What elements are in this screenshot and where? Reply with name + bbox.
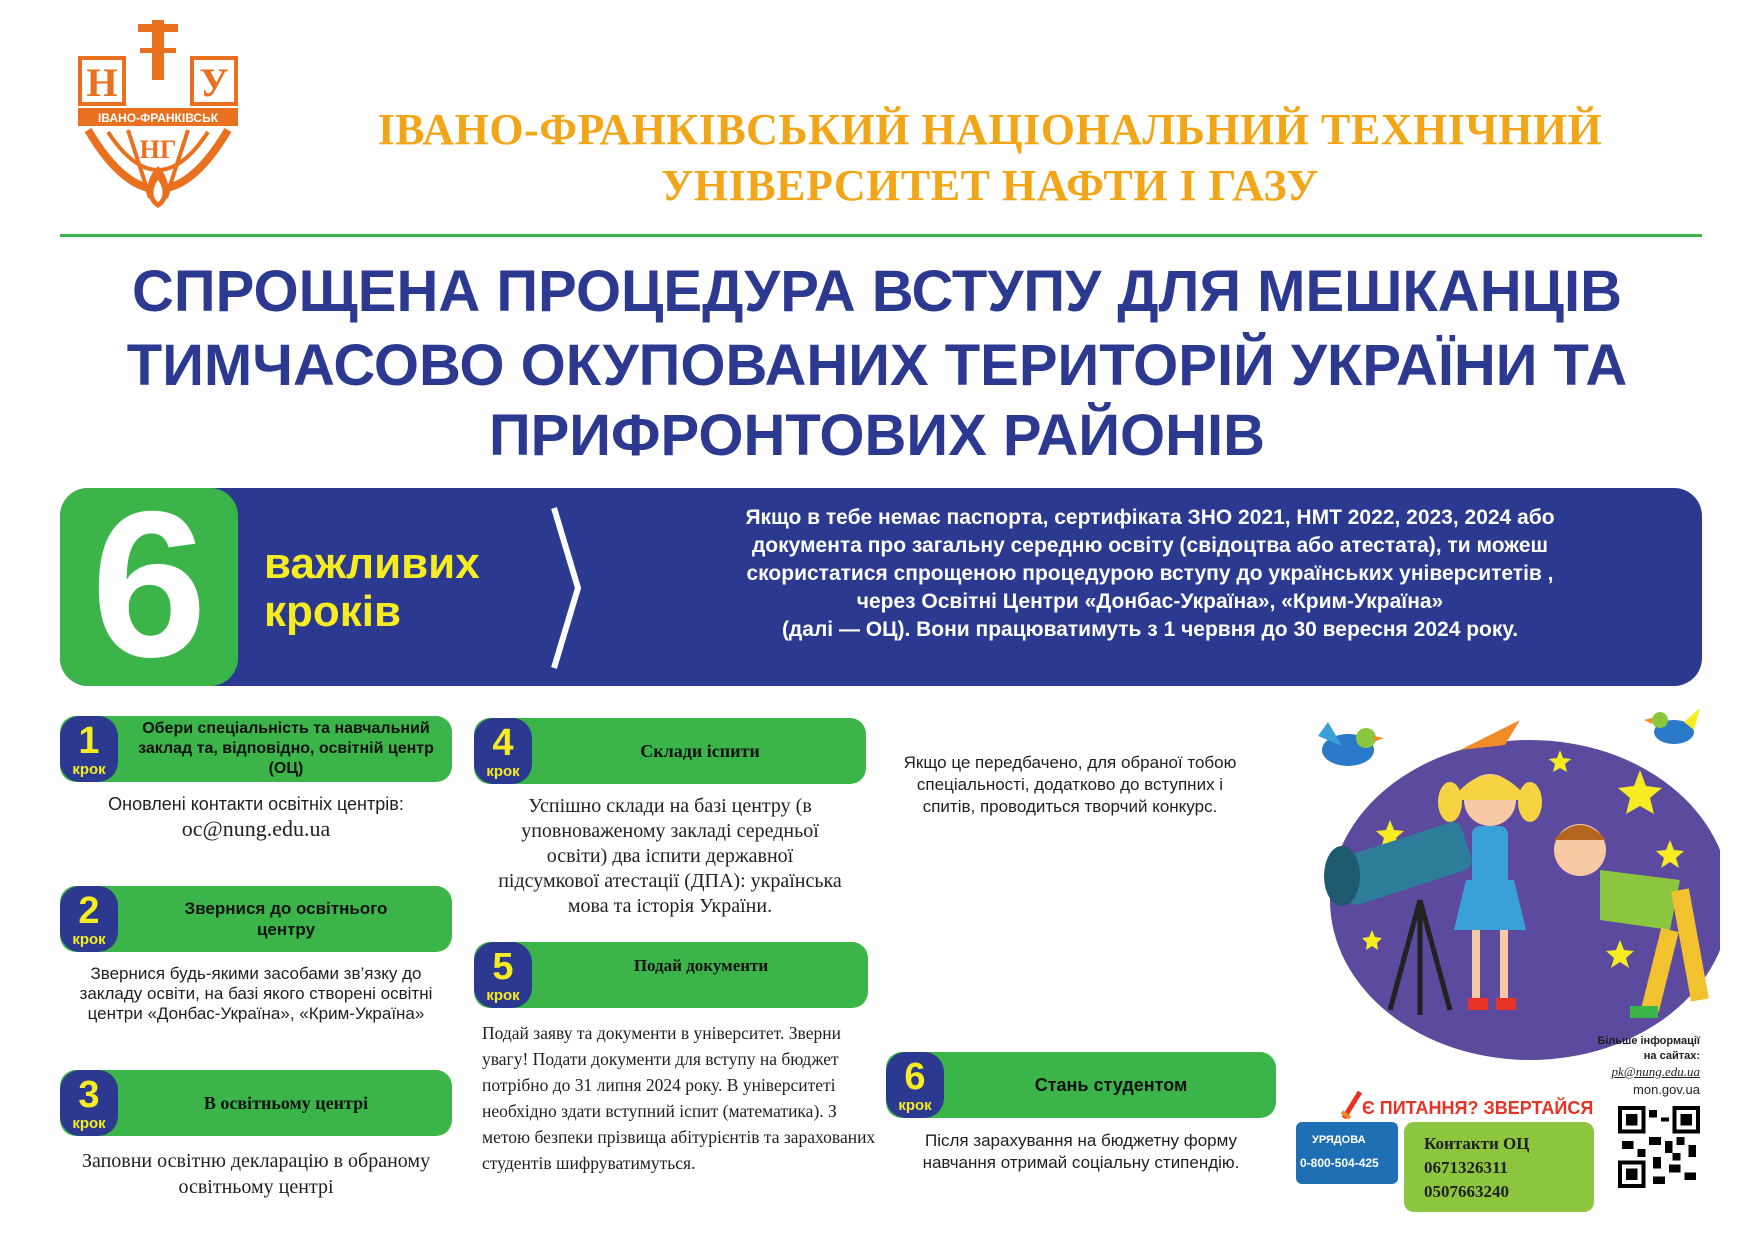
- chevron-right-icon: [548, 504, 584, 672]
- question-heading: Є ПИТАННЯ? ЗВЕРТАЙСЯ: [1362, 1098, 1594, 1118]
- logo-letters-ng: НГ: [139, 135, 177, 164]
- step-1-badge: 1 крок: [60, 716, 118, 782]
- step-4-title: Склади іспити: [640, 740, 760, 761]
- logo-city: ІВАНО-ФРАНКІВСЬК: [97, 111, 219, 125]
- step-1-email[interactable]: oc@nung.edu.ua: [181, 816, 331, 841]
- more-info-label: Більше інформації на сайтах:: [1597, 1035, 1700, 1062]
- header-divider: [60, 234, 1702, 237]
- main-title-line2: ТИМЧАСОВО ОКУПОВАНИХ ТЕРИТОРІЙ УКРАЇНИ ТА: [126, 333, 1628, 398]
- step-5-title: Подай документи: [633, 956, 769, 975]
- university-name-line1: ІВАНО-ФРАНКІВСЬКИЙ НАЦІОНАЛЬНИЙ ТЕХНІЧНИЙ: [377, 105, 1603, 154]
- logo-letter-n: Н: [86, 60, 118, 105]
- step-1-body: Оновлені контакти освітніх центрів:: [108, 794, 404, 814]
- step-2-body: Звернися будь-якими засобами зв’язку до закладу освіти, на базі якого створені освітні центри «Донбас-Україна», «Крим-Україна»: [79, 964, 433, 1023]
- admission-email-link[interactable]: pk@nung.edu.ua: [1611, 1064, 1700, 1079]
- contacts-title: Контакти ОЦ: [1424, 1134, 1530, 1153]
- education-center-contacts: [1404, 1122, 1594, 1212]
- contact-phone-1[interactable]: 0671326311: [1424, 1158, 1509, 1177]
- logo-letter-u: У: [199, 60, 229, 105]
- bird-left-icon: [1308, 716, 1388, 776]
- contact-phone-2[interactable]: 0507663240: [1424, 1182, 1509, 1201]
- main-title-line3: ПРИФРОНТОВИХ РАЙОНІВ: [488, 403, 1266, 468]
- qr-code-icon[interactable]: [1618, 1106, 1700, 1188]
- hotline-label: УРЯДОВА: [1312, 1134, 1366, 1146]
- creative-contest-note: Якщо це передбачено, для обраної тобою спеціальності, додатково до вступних і спитів, проводиться творчий конкурс.: [903, 753, 1237, 816]
- step-6-body: Після зарахування на бюджетну форму навчання отримай соціальну стипендію.: [922, 1131, 1240, 1172]
- step-2-badge: 2 крок: [60, 886, 118, 952]
- step-1-title: Обери спеціальність та навчальний заклад та, відповідно, освітній центр (ОЦ): [138, 720, 434, 777]
- step-6-title: Стань студентом: [1034, 1074, 1188, 1095]
- important-word: важливих: [264, 539, 480, 588]
- step-3-body: Заповни освітню декларацію в обраному освітньому центрі: [81, 1150, 431, 1198]
- hotline-number: 0-800-504-425: [1300, 1156, 1379, 1170]
- main-title-line1: СПРОЩЕНА ПРОЦЕДУРА ВСТУПУ ДЛЯ МЕШКАНЦІВ: [132, 259, 1622, 324]
- step-5-badge: 5 крок: [474, 942, 532, 1008]
- step-5-body: Подай заяву та документи в університет. Зверни увагу! Подати документи для вступу на бюджет потрібно до 31 липня 2024 року. В університеті необхідно здати вступний іспит (математика). З метою безпеки прізвища абітурієнтів та зарахованих студентів шифруватимуться.: [482, 1023, 876, 1173]
- rocket-icon: [1340, 1090, 1364, 1120]
- university-name-line2: УНІВЕРСИТЕТ НАФТИ І ГАЗУ: [661, 161, 1319, 210]
- step-4-body: Успішно склади на базі центру (в уповноваженому закладі середньої освіти) два іспити державної підсумкової атестації (ДПА): українська мова та історія України.: [498, 795, 842, 917]
- step-3-badge: 3 крок: [60, 1070, 118, 1136]
- step-4-badge: 4 крок: [474, 718, 532, 784]
- step-6-badge: 6 крок: [886, 1052, 944, 1118]
- six-steps-number: 6: [91, 469, 207, 701]
- banner-description: Якщо в тебе немає паспорта, сертифіката ЗНО 2021, НМТ 2022, 2023, 2024 або документа про загальну середню освіту (свідоцтва або атестата), ти можеш скористатися спрощеною процедурою вступу до українських університетів , через Освітні Центри «Донбас-Україна», «Крим-Україна» (далі — ОЦ). Вони працюватимуть з 1 червня до 30 вересня 2024 року.: [745, 506, 1555, 641]
- bird-right-icon: [1644, 704, 1704, 750]
- steps-word: кроків: [264, 587, 402, 636]
- government-hotline[interactable]: [1296, 1122, 1398, 1184]
- step-3-title: В освітньому центрі: [203, 1092, 369, 1113]
- university-logo: [78, 18, 238, 218]
- step-2-title: Звернися до освітнього центру: [184, 899, 388, 939]
- mon-website-link[interactable]: mon.gov.ua: [1633, 1082, 1700, 1097]
